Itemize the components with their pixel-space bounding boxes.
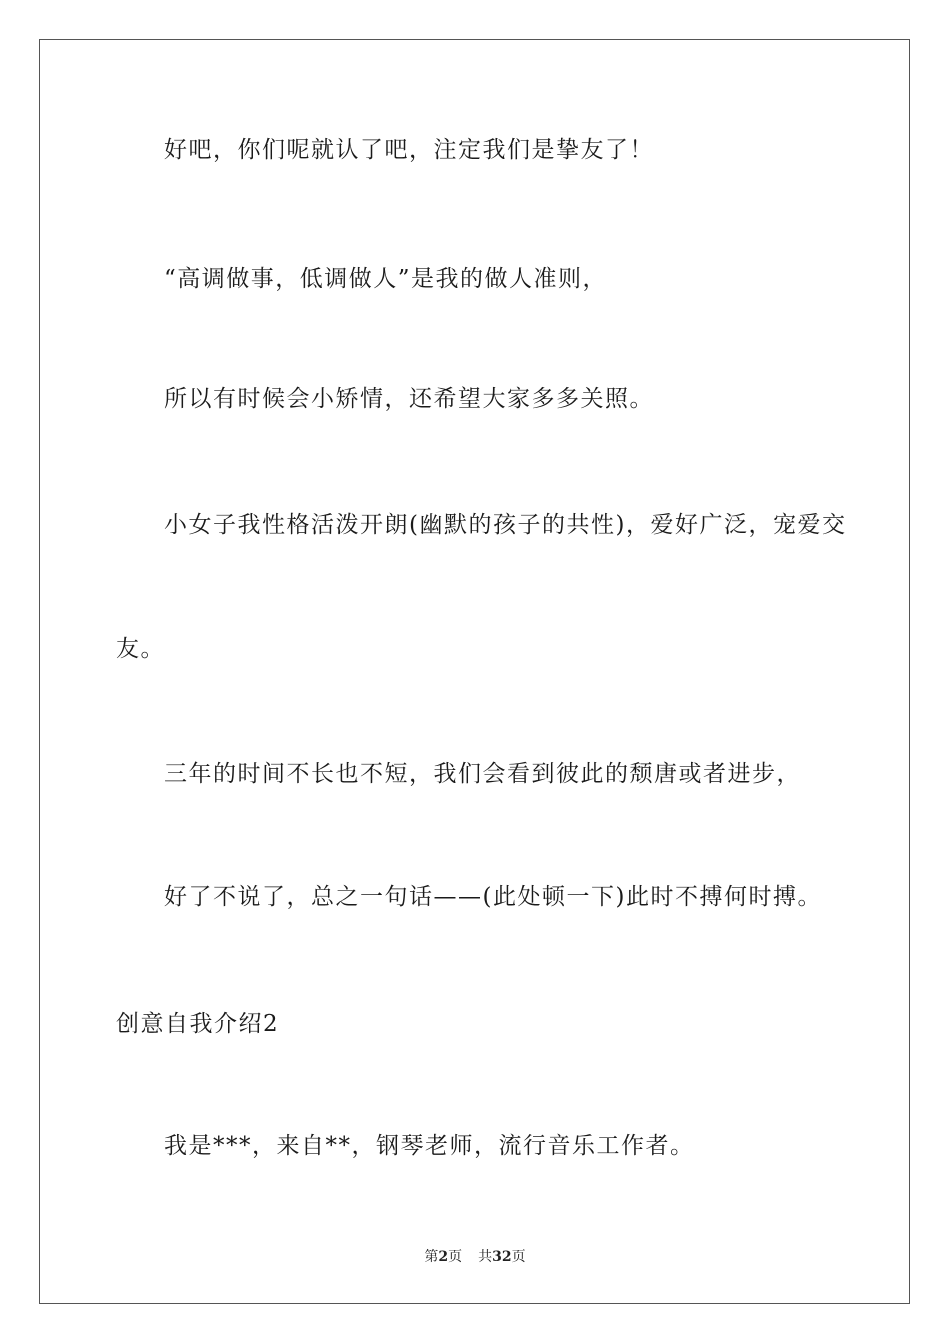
total-suffix: 页 bbox=[511, 1249, 526, 1265]
page-suffix: 页 bbox=[448, 1249, 463, 1265]
paragraph-4-continuation: 友。 bbox=[116, 636, 165, 662]
paragraph-7: 我是***，来自**，钢琴老师，流行音乐工作者。 bbox=[164, 1133, 695, 1159]
page-footer bbox=[0, 1247, 950, 1267]
paragraph-6: 好了不说了，总之一句话——(此处顿一下)此时不搏何时搏。 bbox=[164, 884, 822, 910]
total-pages: 32 bbox=[492, 1249, 512, 1265]
paragraph-5: 三年的时间不长也不短，我们会看到彼此的颓唐或者进步， bbox=[164, 761, 801, 787]
page-border bbox=[39, 39, 910, 1304]
section-heading: 创意自我介绍2 bbox=[116, 1011, 280, 1037]
page-prefix: 第 bbox=[424, 1249, 439, 1265]
paragraph-1: 好吧，你们呢就认了吧，注定我们是挚友了！ bbox=[164, 137, 654, 163]
paragraph-4: 小女子我性格活泼开朗(幽默的孩子的共性)，爱好广泛，宠爱交 bbox=[164, 512, 847, 538]
page-number: 2 bbox=[438, 1249, 449, 1265]
total-prefix: 共 bbox=[478, 1249, 493, 1265]
paragraph-3: 所以有时候会小矫情，还希望大家多多关照。 bbox=[164, 386, 654, 412]
paragraph-2: “高调做事，低调做人”是我的做人准则， bbox=[164, 266, 608, 292]
